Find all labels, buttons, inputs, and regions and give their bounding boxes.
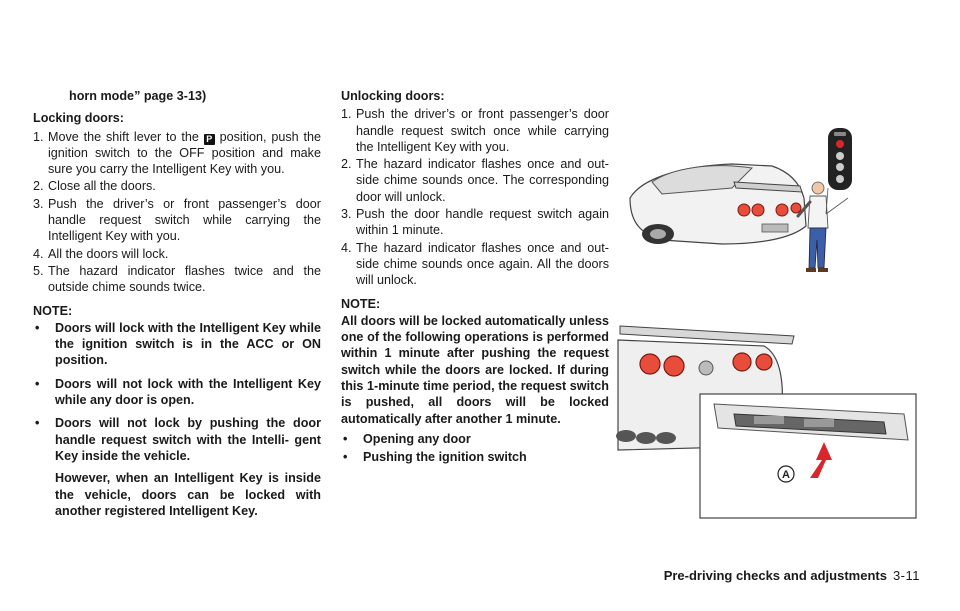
middle-column — [341, 88, 609, 468]
list-item: • Opening any door — [343, 431, 471, 446]
page-footer — [620, 568, 920, 583]
unlocking-step-4: 4. The hazard indicator flashes once and out- side chime sounds once again. All the doors will unlock. — [341, 240, 609, 288]
locking-doors-heading: Locking doors: — [33, 111, 124, 126]
auto-lock-note: All doors will be locked automatically unless one of the following operations is performed within 1 minute after pushing the request switch while the doors are locked. If during this 1-minute time period, the request switch is pushed, all doors will be locked automatically after another 1 minute. — [341, 313, 609, 426]
locking-step-3: 3. Push the driver’s or front passenger’s door handle request switch while carrying the Intelligent Key with you. — [33, 196, 321, 244]
callout-a-label: A — [782, 469, 790, 481]
page-number: 3-11 — [892, 568, 920, 583]
locking-step-4: 4. All the doors will lock. — [33, 246, 169, 261]
locking-notes — [33, 320, 321, 519]
unlocking-step-2: 2. The hazard indicator flashes once and out- side chime sounds once. The corresponding door will unlock. — [341, 157, 609, 204]
locking-steps — [33, 129, 321, 296]
continued-text: horn mode” page 3-13) — [69, 89, 207, 103]
unlocking-step-3: 3. Push the door handle request switch again within 1 minute. — [341, 207, 609, 238]
left-column — [33, 88, 321, 526]
note-label: NOTE: — [33, 303, 73, 318]
car-with-intelligent-key-illustration — [622, 128, 932, 288]
list-item: • Doors will not lock with the Intelligent Key while any door is open. — [35, 376, 321, 408]
door-handle-request-switch-illustration — [614, 318, 924, 523]
locking-step-1: 1. Move the shift lever to the P position, push the ignition switch to the OFF position and make sure you carry the Intelligent Key with you. — [33, 129, 321, 177]
list-item: • Doors will lock with the Intelligent Key while the ignition switch is in the ACC or ON position. — [35, 320, 321, 368]
unlocking-step-1: 1. Push the driver’s or front passenger’s door handle request switch once while carrying the Intelligent Key with you. — [341, 107, 609, 154]
auto-lock-conditions — [341, 431, 609, 466]
unlocking-doors-heading: Unlocking doors: — [341, 89, 445, 103]
unlocking-steps — [341, 106, 609, 288]
locking-step-5: 5. The hazard indicator flashes twice and the outside chime sounds twice. — [33, 263, 321, 295]
locking-step-2: 2. Close all the doors. — [33, 179, 156, 194]
note-label: NOTE: — [341, 296, 381, 311]
list-item: • Pushing the ignition switch — [343, 450, 527, 465]
note-subparagraph: However, when an Intelligent Key is inside the vehicle, doors can be locked with another registered Intelligent Key. — [55, 471, 321, 518]
section-title: Pre-driving checks and adjustments — [663, 568, 887, 583]
park-position-icon: P — [204, 134, 215, 145]
list-item: • Doors will not lock by pushing the door handle request switch with the Intelli- gent Key inside the vehicle. However, when an Intelligent Key is inside the vehicle, doors can be locked with another registered Intelligent Key. — [35, 416, 321, 518]
